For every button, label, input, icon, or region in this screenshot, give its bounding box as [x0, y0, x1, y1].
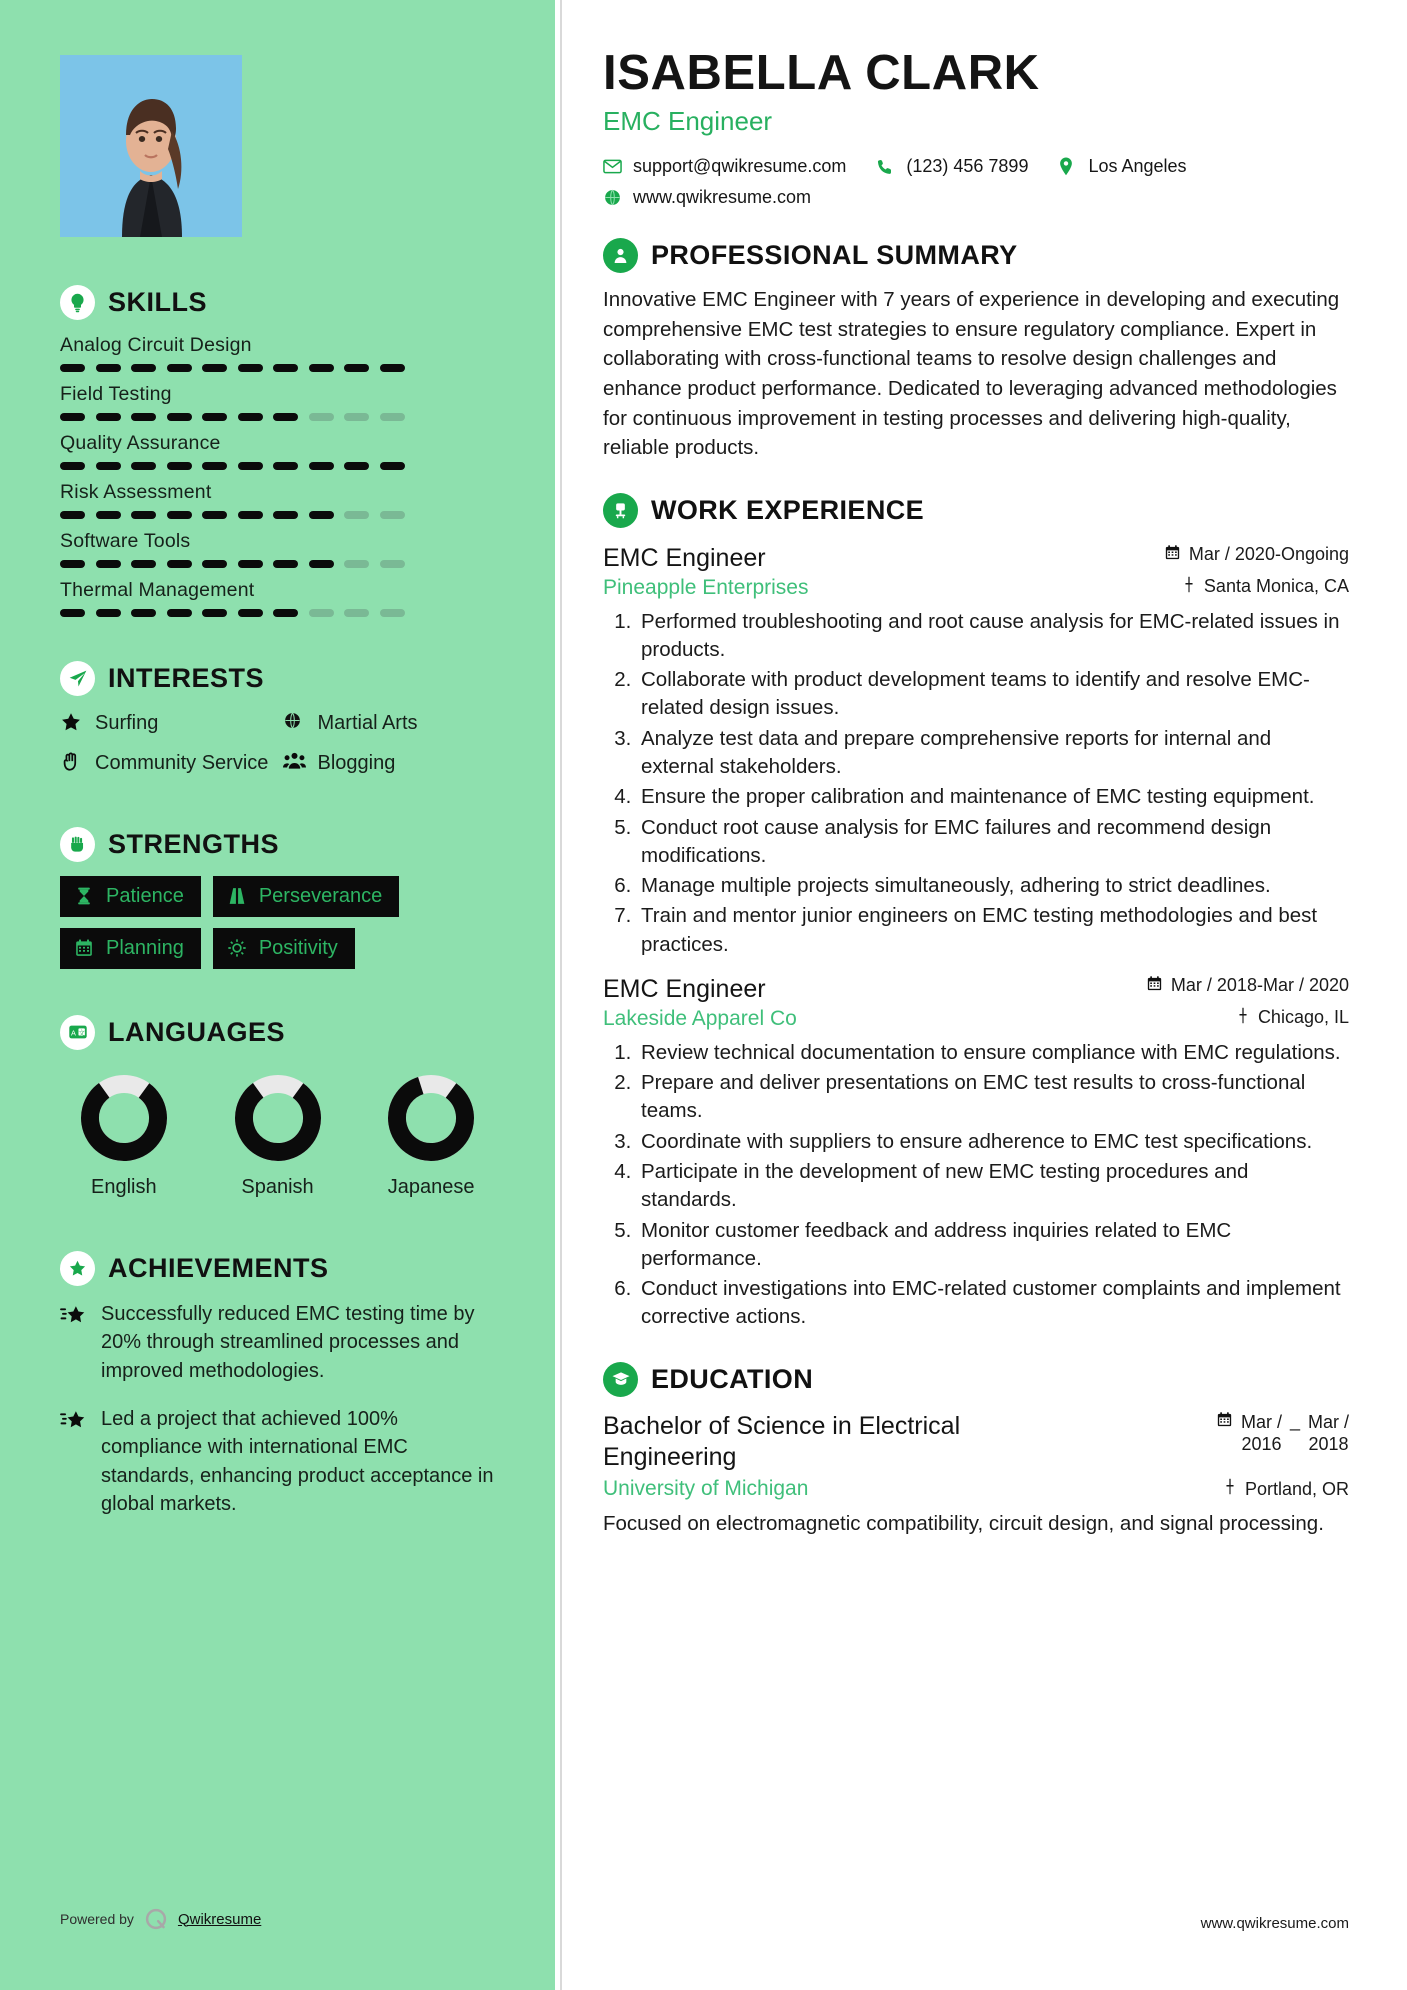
job-bullet: 5. Conduct root cause analysis for EMC failures and recommend design modifications. — [637, 814, 1349, 871]
skill-dash — [380, 511, 405, 519]
education-degree: Bachelor of Science in Electrical Engineering — [603, 1411, 961, 1471]
job-bullet: 2. Collaborate with product development teams to identify and resolve EMC-related design issues. — [637, 666, 1349, 723]
skill-dash — [96, 364, 121, 372]
skill-dash — [238, 609, 263, 617]
skill-level-bar — [60, 364, 495, 372]
skill-dash — [238, 413, 263, 421]
skill-dash — [167, 462, 192, 470]
road-icon — [227, 886, 249, 906]
skill-dash — [60, 609, 85, 617]
skill-dash — [380, 560, 405, 568]
education-school: University of Michigan — [603, 1477, 809, 1501]
main-footer-website: www.qwikresume.com — [1200, 1915, 1349, 1932]
job-subheader — [603, 1007, 1349, 1031]
page-title: ISABELLA CLARK — [603, 46, 1040, 100]
skill-level-bar — [60, 462, 495, 470]
job-subheader — [603, 576, 1349, 600]
skill-dash — [167, 609, 192, 617]
languages-section — [60, 1015, 495, 1199]
interest-item — [60, 710, 273, 740]
skill-dash — [273, 413, 298, 421]
interest-label: Surfing — [95, 712, 159, 734]
languages-list — [60, 1072, 495, 1199]
skill-dash — [202, 413, 227, 421]
education-description: Focused on electromagnetic compatibility, circuit design, and signal processing. — [603, 1512, 1324, 1536]
skill-dash — [273, 560, 298, 568]
skill-dash — [167, 364, 192, 372]
job-entry — [603, 975, 1349, 1332]
job-bullet: 4. Participate in the development of new EMC testing procedures and standards. — [637, 1158, 1349, 1215]
skill-dash — [380, 609, 405, 617]
job-dates — [1146, 975, 1349, 997]
location-pin-icon — [1058, 157, 1077, 176]
skills-list — [60, 334, 495, 617]
website-text: www.qwikresume.com — [633, 187, 812, 208]
job-bullet: 5. Monitor customer feedback and address inquiries related to EMC performance. — [637, 1217, 1349, 1274]
summary-title: PROFESSIONAL SUMMARY — [651, 240, 1018, 271]
skill-dash — [273, 364, 298, 372]
interest-label: Martial Arts — [317, 712, 418, 734]
strength-label: Patience — [106, 884, 184, 907]
interests-section — [60, 661, 495, 781]
strength-label: Perseverance — [258, 884, 383, 907]
skills-heading — [60, 285, 495, 320]
education-dates — [1216, 1411, 1349, 1456]
star-icon — [60, 711, 84, 740]
svg-text:A: A — [70, 1028, 76, 1038]
job-bullet: 7. Train and mentor junior engineers on EMC testing methodologies and best practices. — [637, 902, 1349, 959]
summary-heading — [603, 238, 1349, 273]
job-company: Pineapple Enterprises — [603, 575, 809, 599]
avatar — [60, 55, 242, 237]
person-icon — [603, 238, 638, 273]
globe-icon — [603, 188, 622, 207]
interest-label: Community Service — [95, 752, 269, 775]
achievement-text: Successfully reduced EMC testing time by 20% through streamlined processes and improved methodologies. — [101, 1302, 475, 1382]
main-column — [555, 0, 1407, 1990]
job-bullet: 1. Performed troubleshooting and root cause analysis for EMC-related issues in products. — [637, 608, 1349, 665]
calendar-icon — [1146, 975, 1163, 997]
strengths-heading — [60, 827, 495, 862]
skill-dash — [96, 609, 121, 617]
job-location-text: Santa Monica, CA — [1203, 576, 1349, 597]
skill-dash — [309, 413, 334, 421]
interest-item — [283, 750, 496, 780]
achievement-item — [60, 1300, 495, 1385]
skill-dash — [131, 560, 156, 568]
q-logo-icon — [143, 1906, 169, 1932]
people-group-icon — [283, 751, 307, 778]
strengths-title: STRENGTHS — [108, 828, 280, 859]
language-item — [214, 1072, 342, 1199]
language-label: English — [91, 1175, 157, 1198]
hand-icon — [60, 751, 84, 780]
professional-summary-section — [603, 238, 1349, 462]
language-donut-chart — [385, 1072, 477, 1164]
lightbulb-icon — [60, 285, 95, 320]
summary-text: Innovative EMC Engineer with 7 years of experience in developing and executing comprehensive EMC test strategies to ensure regulatory compliance. Expert in collaborating with cross-functional teams to resolve design challenges and enhance product performance. Dedicated to leveraging advanced methodologies for continuous improvement in testing processes and delivering high-quality, reliable products. — [603, 288, 1340, 460]
achievements-section — [60, 1251, 495, 1519]
interests-heading — [60, 661, 495, 696]
skill-dash — [96, 413, 121, 421]
paper-plane-icon — [60, 661, 95, 696]
strength-chip — [60, 928, 201, 969]
achievements-list — [60, 1300, 495, 1519]
skill-dash — [96, 560, 121, 568]
skill-dash — [131, 609, 156, 617]
map-pin-icon — [1223, 1478, 1237, 1500]
shooting-star-icon — [60, 1304, 88, 1385]
contact-value: Los Angeles — [1088, 156, 1187, 177]
job-bullet: 6. Conduct investigations into EMC-related customer complaints and implement corrective actions. — [637, 1275, 1349, 1332]
powered-by-label: Powered by — [60, 1911, 134, 1927]
skill-label: Thermal Management — [60, 579, 255, 601]
star-badge-icon — [60, 1251, 95, 1286]
skill-dash — [167, 560, 192, 568]
skills-section — [60, 285, 495, 617]
education-subheader — [603, 1477, 1349, 1501]
skill-row — [60, 530, 495, 568]
languages-title: LANGUAGES — [108, 1016, 286, 1047]
skill-dash — [167, 413, 192, 421]
skill-dash — [309, 609, 334, 617]
job-title: EMC Engineer — [603, 974, 766, 1003]
strength-chip — [213, 928, 355, 969]
skill-dash — [131, 511, 156, 519]
education-location-text: Portland, OR — [1244, 1478, 1349, 1499]
skill-dash — [380, 364, 405, 372]
skill-dash — [202, 364, 227, 372]
skills-title: SKILLS — [108, 287, 208, 317]
skill-dash — [273, 511, 298, 519]
skill-dash — [238, 560, 263, 568]
language-donut-chart — [78, 1072, 170, 1164]
map-pin-icon — [1236, 1007, 1250, 1029]
achievement-item — [60, 1405, 495, 1519]
calendar-icon — [74, 938, 96, 958]
achievements-heading — [60, 1251, 495, 1286]
skill-label: Risk Assessment — [60, 481, 212, 503]
skill-dash — [273, 609, 298, 617]
languages-heading — [60, 1015, 495, 1050]
education-date-separator: _ — [1289, 1410, 1300, 1431]
contact-website[interactable] — [603, 187, 811, 208]
skill-dash — [202, 511, 227, 519]
calendar-icon — [1216, 1411, 1233, 1433]
graduation-cap-icon — [603, 1362, 638, 1397]
work-experience-section — [603, 493, 1349, 1332]
education-list — [603, 1411, 1349, 1539]
contact-item-location-pin[interactable] — [1058, 156, 1186, 177]
skill-dash — [202, 462, 227, 470]
skill-label: Quality Assurance — [60, 432, 221, 454]
language-label: Japanese — [387, 1175, 475, 1198]
skill-dash — [131, 364, 156, 372]
job-bullet: 6. Manage multiple projects simultaneously, adhering to strict deadlines. — [637, 872, 1349, 900]
strength-chip — [60, 876, 201, 917]
skill-dash — [309, 462, 334, 470]
strengths-section — [60, 827, 495, 969]
job-bullet: 3. Coordinate with suppliers to ensure adherence to EMC test specifications. — [637, 1128, 1349, 1156]
language-label: Spanish — [241, 1175, 314, 1198]
skill-dash — [344, 609, 369, 617]
skill-row — [60, 334, 495, 372]
skill-dash — [131, 413, 156, 421]
skill-label: Field Testing — [60, 383, 172, 405]
skill-level-bar — [60, 413, 495, 421]
skill-row — [60, 579, 495, 617]
skill-row — [60, 481, 495, 519]
contact-item-envelope[interactable] — [603, 156, 846, 177]
skill-dash — [96, 462, 121, 470]
education-section — [603, 1362, 1349, 1539]
skill-dash — [238, 462, 263, 470]
interests-list — [60, 710, 495, 781]
sun-icon — [227, 938, 249, 958]
skill-dash — [273, 462, 298, 470]
job-bullet: 3. Analyze test data and prepare comprehensive reports for internal and external stakeholders. — [637, 725, 1349, 782]
strengths-list — [60, 876, 495, 969]
skill-dash — [202, 609, 227, 617]
contact-row — [603, 156, 1349, 177]
job-header — [603, 975, 1349, 1004]
language-donut-chart — [232, 1072, 324, 1164]
job-location — [1236, 1007, 1349, 1029]
sidebar — [0, 0, 555, 1990]
skill-dash — [60, 364, 85, 372]
map-pin-icon — [1182, 576, 1196, 598]
office-chair-icon — [603, 493, 638, 528]
job-entry — [603, 544, 1349, 959]
skill-dash — [60, 511, 85, 519]
education-title: EDUCATION — [651, 1363, 814, 1394]
skill-dash — [238, 364, 263, 372]
job-bullet: 4. Ensure the proper calibration and maintenance of EMC testing equipment. — [637, 783, 1349, 811]
achievement-text: Led a project that achieved 100% compliance with international EMC standards, enhancing product acceptance in global markets. — [101, 1407, 494, 1516]
language-item — [367, 1072, 495, 1199]
skill-dash — [202, 560, 227, 568]
skill-dash — [380, 413, 405, 421]
job-role-subtitle: EMC Engineer — [603, 106, 773, 137]
interest-label: Blogging — [317, 752, 396, 775]
job-location — [1182, 576, 1349, 598]
svg-text:文: 文 — [77, 1030, 85, 1038]
job-company: Lakeside Apparel Co — [603, 1006, 797, 1030]
achievements-title: ACHIEVEMENTS — [108, 1252, 329, 1283]
skill-row — [60, 432, 495, 470]
website-row — [603, 187, 1349, 208]
skill-row — [60, 383, 495, 421]
education-start-date: Mar / 2016 — [1240, 1411, 1282, 1455]
skill-dash — [344, 413, 369, 421]
job-bullet-list — [603, 1039, 1349, 1332]
contact-item-phone[interactable] — [876, 156, 1028, 177]
skill-dash — [167, 511, 192, 519]
skill-level-bar — [60, 560, 495, 568]
education-header — [603, 1411, 1349, 1474]
strength-chip — [213, 876, 399, 917]
skill-dash — [344, 462, 369, 470]
hourglass-icon — [74, 886, 96, 906]
job-location-text: Chicago, IL — [1257, 1007, 1349, 1028]
work-experience-title: WORK EXPERIENCE — [651, 494, 925, 525]
job-dates — [1164, 544, 1349, 566]
contact-value: support@qwikresume.com — [633, 156, 847, 177]
work-experience-heading — [603, 493, 1349, 528]
language-item — [60, 1072, 188, 1199]
skill-dash — [380, 462, 405, 470]
qwikresume-link[interactable]: Qwikresume — [177, 1910, 262, 1928]
job-dates-text: Mar / 2018-Mar / 2020 — [1170, 975, 1349, 996]
interest-item — [60, 750, 273, 780]
phone-icon — [876, 158, 895, 176]
job-title: EMC Engineer — [603, 543, 766, 572]
strength-label: Planning — [106, 936, 184, 959]
skill-label: Software Tools — [60, 530, 191, 552]
skill-dash — [96, 511, 121, 519]
education-entry — [603, 1411, 1349, 1539]
jobs-list — [603, 544, 1349, 1332]
skill-dash — [60, 560, 85, 568]
education-location — [1223, 1478, 1349, 1500]
skill-level-bar — [60, 511, 495, 519]
interest-item — [283, 710, 496, 740]
skill-dash — [309, 364, 334, 372]
job-bullet-list — [603, 608, 1349, 959]
globe-icon — [283, 711, 307, 737]
job-bullet: 1. Review technical documentation to ensure compliance with EMC regulations. — [637, 1039, 1349, 1067]
profile-photo — [60, 55, 242, 237]
skill-level-bar — [60, 609, 495, 617]
interests-title: INTERESTS — [108, 663, 265, 693]
shooting-star-icon — [60, 1409, 88, 1519]
education-end-date: Mar / 2018 — [1307, 1411, 1349, 1455]
skill-dash — [309, 511, 334, 519]
calendar-icon — [1164, 544, 1181, 566]
skill-dash — [344, 511, 369, 519]
skill-dash — [238, 511, 263, 519]
sidebar-footer — [60, 1906, 261, 1932]
skill-dash — [131, 462, 156, 470]
strength-label: Positivity — [258, 936, 338, 959]
raised-fist-icon — [60, 827, 95, 862]
education-heading — [603, 1362, 1349, 1397]
envelope-icon — [603, 159, 622, 174]
contact-value: (123) 456 7899 — [906, 156, 1029, 177]
skill-dash — [309, 560, 334, 568]
job-bullet: 2. Prepare and deliver presentations on EMC test results to cross-functional teams. — [637, 1069, 1349, 1126]
job-header — [603, 544, 1349, 573]
language-icon — [60, 1015, 95, 1050]
skill-label: Analog Circuit Design — [60, 334, 252, 356]
skill-dash — [344, 560, 369, 568]
skill-dash — [60, 462, 85, 470]
job-dates-text: Mar / 2020-Ongoing — [1188, 544, 1349, 565]
skill-dash — [60, 413, 85, 421]
skill-dash — [344, 364, 369, 372]
